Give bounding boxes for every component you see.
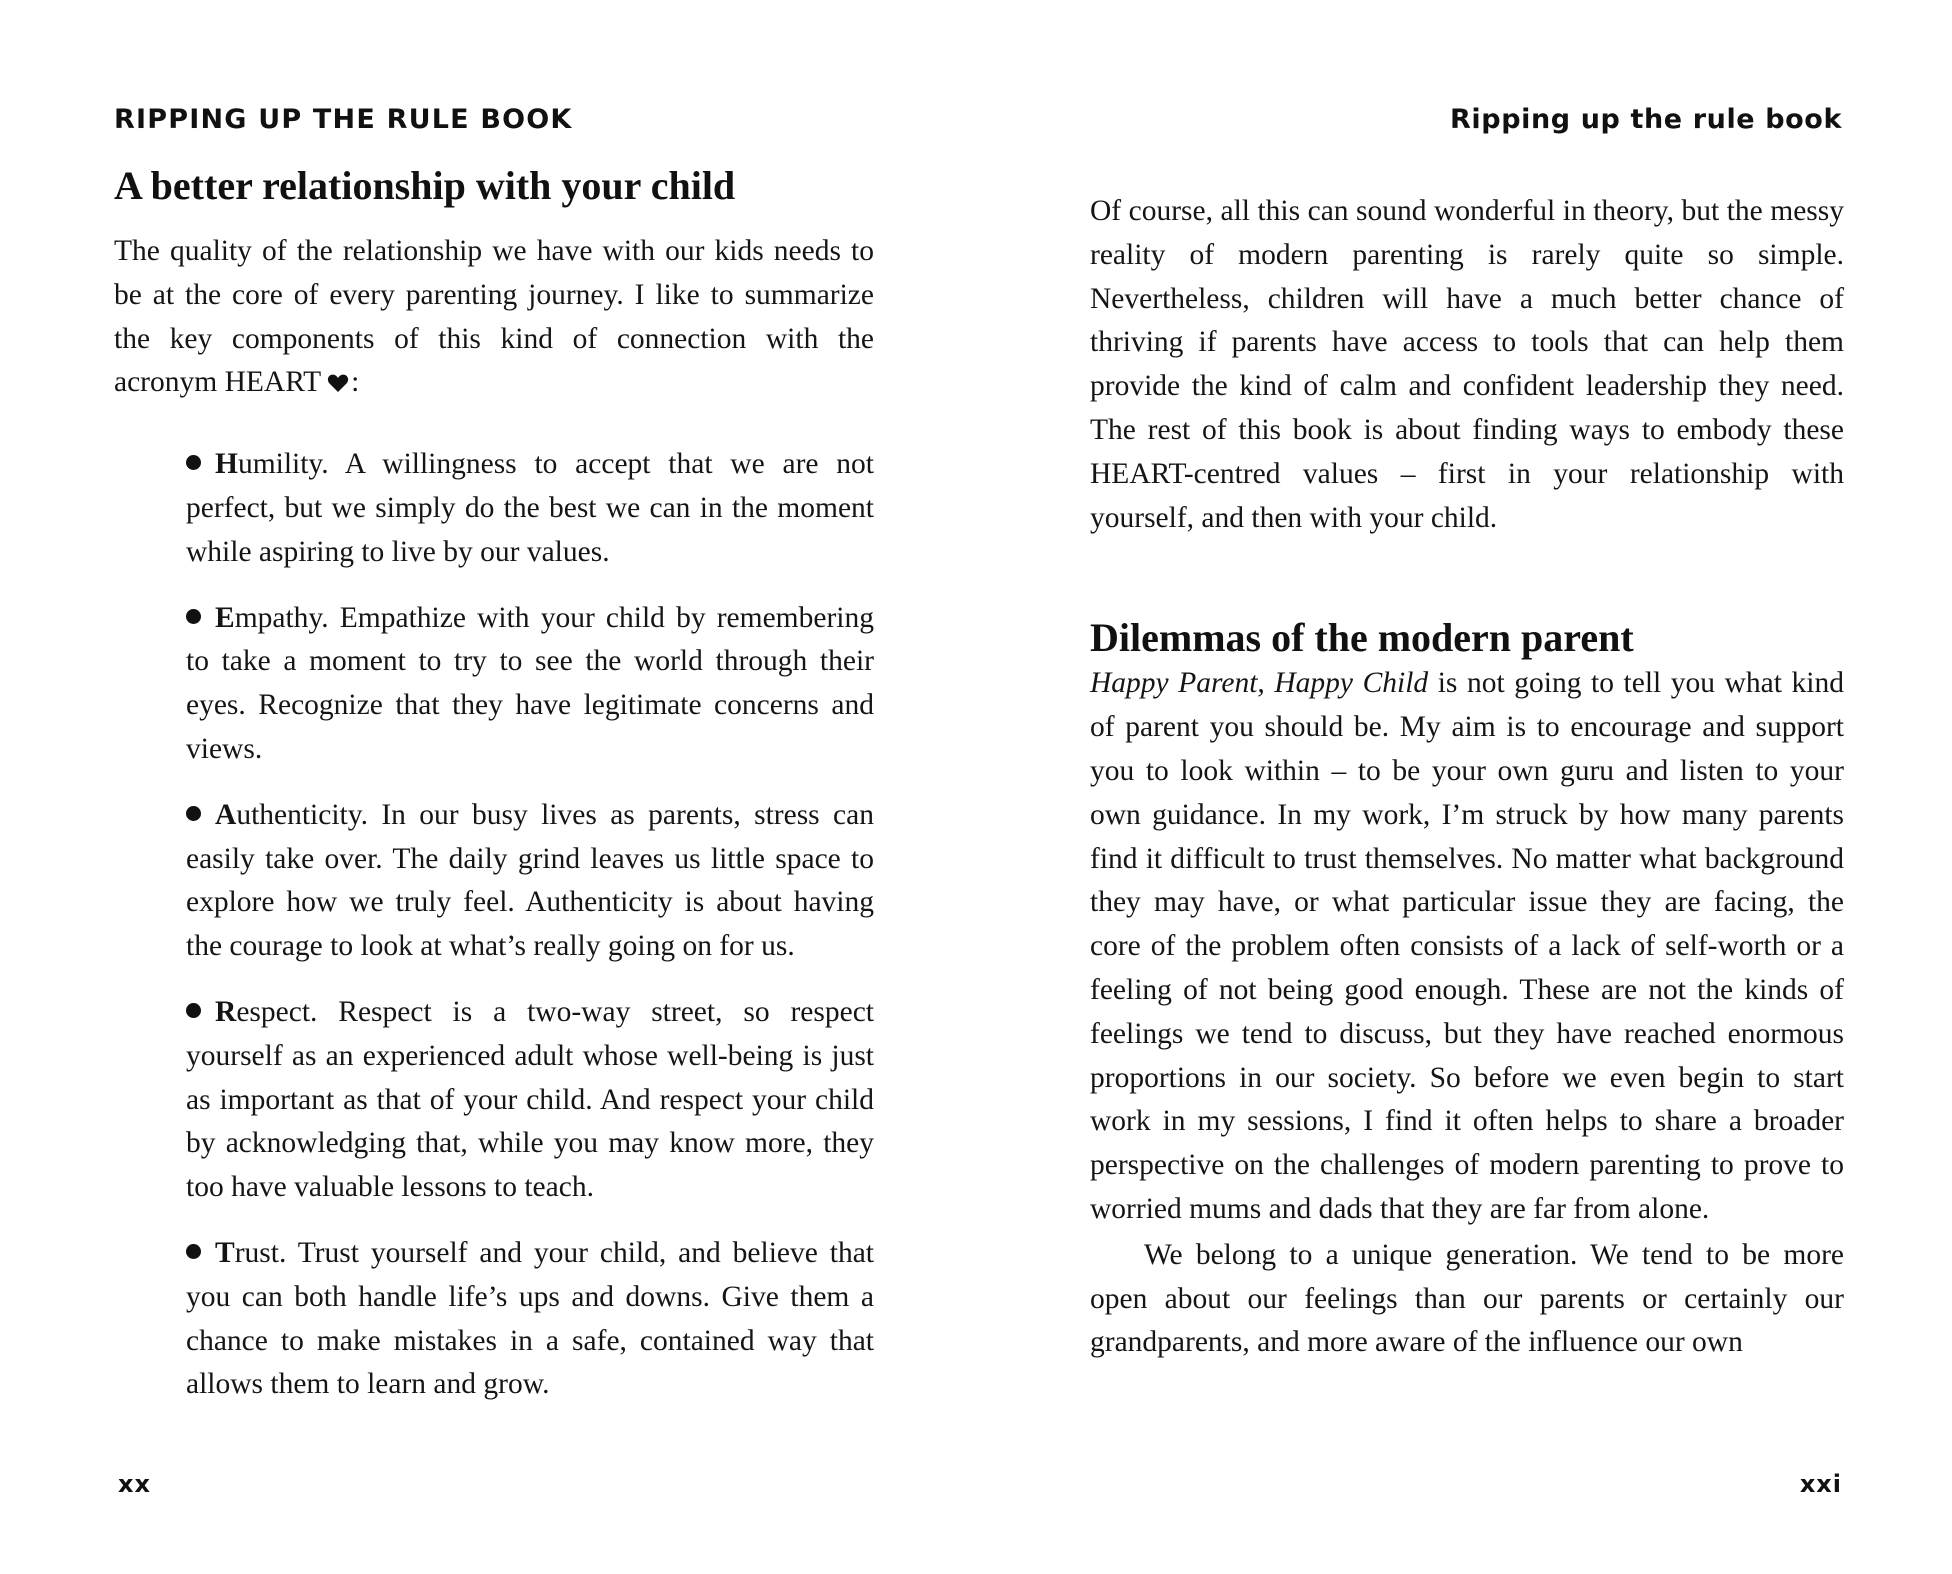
bullet-dot-icon	[186, 1244, 201, 1259]
paragraph-theory: Of course, all this can sound wonderful in theory, but the messy reality of modern parenting is rarely quite so simple. Nevertheless, children will have a much better chance of thriving if parents have access to tools that can help them provide the kind of calm and confident leadership they need. The rest of this book is about finding ways to embody these HEART-centred values – first in your relationship with yourself, and then with your child.	[1090, 195, 1844, 534]
book-title-italic: Happy Parent, Happy Child	[1090, 667, 1429, 700]
right-body	[1090, 190, 1844, 1365]
list-item-empathy	[186, 597, 874, 772]
section-title-relationship: A better relationship with your child	[114, 163, 736, 208]
heart-values-list	[114, 443, 874, 1407]
paragraph-generation: We belong to a unique generation. We tend to be more open about our feelings than our parents or certainly our grandparents, and more aware of the influence our own	[1090, 1238, 1844, 1359]
running-head-right: Ripping up the rule book	[1450, 104, 1842, 135]
bullet-text: rust. Trust yourself and your child, and believe that you can both handle life’s ups and downs. Give them a chance to make mistakes in a safe, contained way that allows them to learn and grow.	[186, 1236, 874, 1401]
bullet-text: espect. Respect is a two-way street, so respect yourself as an experienced adult whose well-being is just as important as that of your child. And respect your child by acknowledging that, while you may know more, they too have valuable lessons to teach.	[186, 995, 874, 1204]
bullet-text: umility. A willingness to accept that we are not perfect, but we simply do the best we can in the moment while aspiring to live by our values.	[186, 448, 874, 568]
list-item-trust	[186, 1232, 874, 1407]
list-item-respect	[186, 991, 874, 1210]
section-spacer	[1090, 540, 1844, 614]
bullet-initial: R	[215, 995, 237, 1028]
bullet-initial: T	[215, 1236, 235, 1269]
bullet-text: uthenticity. In our busy lives as parents, stress can easily take over. The daily grind leaves us little space to explore how we truly feel. Authenticity is about having the courage to look at what’s really going on for us.	[186, 798, 874, 963]
heart-icon	[327, 363, 349, 383]
left-body	[114, 162, 874, 1429]
bullet-dot-icon	[186, 455, 201, 470]
intro-paragraph	[114, 230, 874, 405]
paragraph-dilemmas	[1090, 662, 1844, 1231]
right-page	[976, 0, 1952, 1574]
intro-text: The quality of the relationship we have with our kids needs to be at the core of every parenting journey. I like to summarize the key components of this kind of connection with the acronym HEART	[114, 235, 874, 399]
bullet-dot-icon	[186, 609, 201, 624]
bullet-dot-icon	[186, 806, 201, 821]
section-title-dilemmas: Dilemmas of the modern parent	[1090, 615, 1634, 661]
bullet-dot-icon	[186, 1003, 201, 1018]
bullet-initial: E	[215, 601, 235, 634]
bullet-initial: A	[215, 798, 237, 831]
page-number-left: xx	[118, 1470, 151, 1498]
running-head-left: RIPPING UP THE RULE BOOK	[114, 104, 573, 135]
paragraph-dilemmas-text: is not going to tell you what kind of parent you should be. My aim is to encourage and support you to look within – to be your own guru and listen to your own guidance. In my work, I’m struck by how many parents find it difficult to trust themselves. No matter what background they may have, or what particular issue they are facing, the core of the problem often consists of a lack of self-worth or a feeling of not being good enough. These are not the kinds of feelings we tend to discuss, but they have reached enormous proportions in our society. So before we even begin to start work in my sessions, I find it often helps to share a broader perspective on the challenges of modern parenting to prove to worried mums and dads that they are far from alone.	[1090, 667, 1844, 1225]
list-item-humility	[186, 443, 874, 574]
bullet-text: mpathy. Empathize with your child by remembering to take a moment to try to see the world through their eyes. Recognize that they have legitimate concerns and views.	[186, 601, 874, 765]
bullet-initial: H	[215, 448, 238, 481]
intro-suffix: :	[351, 366, 360, 399]
list-item-authenticity	[186, 794, 874, 969]
page-number-right: xxi	[1799, 1470, 1842, 1498]
